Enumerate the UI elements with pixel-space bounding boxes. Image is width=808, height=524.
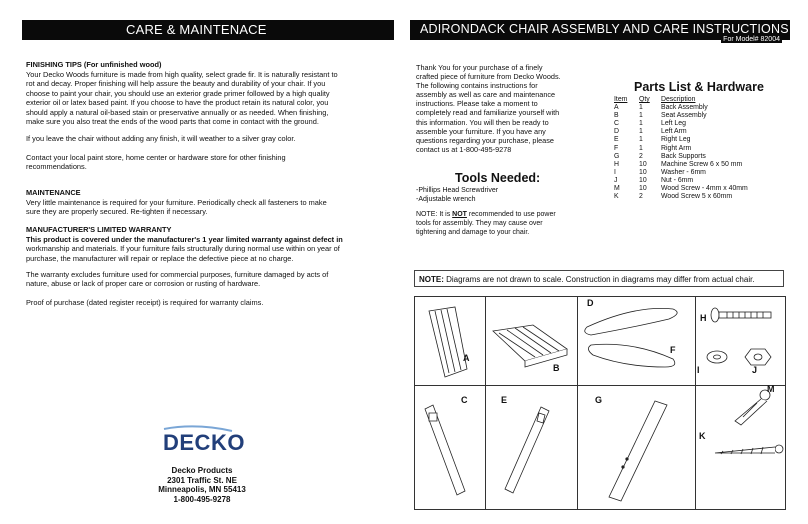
tool-item: -Adjustable wrench — [416, 196, 476, 203]
part-i-washer — [707, 351, 727, 363]
col-item: Item — [614, 96, 628, 103]
address-line: Minneapolis, MN 55413 — [158, 485, 246, 495]
cell: 1 — [639, 120, 643, 128]
cell: Back Supports — [661, 152, 706, 160]
part-f-right-arm — [588, 344, 674, 367]
text-line: contact us at 1-800-495-9278 — [416, 144, 512, 154]
label-k: K — [699, 431, 706, 441]
maintenance-paragraph — [26, 198, 327, 217]
cell: Wood Screw - 4mm x 40mm — [661, 185, 748, 193]
label-m: M — [767, 384, 775, 394]
part-h-machine-screw — [711, 308, 771, 322]
text-line: recommendations. — [26, 162, 87, 172]
tools-note — [416, 210, 556, 237]
text-line: workmanship and materials. If your furniture fails structurally during normal use within on year of — [26, 244, 340, 254]
cell: Seat Assembly — [661, 112, 707, 120]
maintenance-heading: MAINTENANCE — [26, 188, 81, 197]
text-line: Very little maintenance is required for your furniture. Periodically check all fasteners to make — [26, 198, 327, 207]
left-header-title: CARE & MAINTENACE — [126, 22, 267, 37]
cell: D — [614, 128, 619, 136]
cell: 10 — [639, 185, 647, 193]
text-line: make sure you also treat the ends of the wood parts that come in contact with the ground. — [26, 117, 319, 127]
table-row — [614, 112, 748, 120]
text-line: sure they are properly secured. Re-tighten if necessary. — [26, 207, 208, 217]
label-f: F — [670, 345, 676, 355]
cell: G — [614, 152, 620, 160]
tool-item: -Phillips Head Screwdriver — [416, 187, 499, 194]
part-m-wood-screw — [735, 390, 770, 425]
col-qty: Qty — [639, 96, 650, 103]
cell: M — [614, 185, 620, 193]
label-g: G — [595, 395, 603, 405]
excludes-paragraph — [26, 270, 328, 289]
address-line: 1-800-495-9278 — [173, 494, 231, 504]
cell: Nut - 6mm — [661, 176, 694, 184]
table-row — [614, 193, 748, 201]
cell: K — [614, 193, 619, 201]
table-row — [614, 169, 748, 177]
cell: F — [614, 144, 619, 152]
right-header-bar — [410, 20, 790, 43]
label-c: C — [461, 395, 468, 405]
cell: Left Leg — [661, 120, 686, 128]
cell: B — [614, 112, 619, 120]
cell: 10 — [639, 168, 647, 176]
text-line: exterior oil or latex based paint. If you choose to have the product retain its natural color, you — [26, 98, 329, 108]
table-row — [614, 185, 748, 193]
cell: E — [614, 136, 619, 144]
table-row — [614, 120, 748, 128]
cell: Machine Screw 6 x 50 mm — [661, 160, 743, 168]
part-g-back-support — [609, 401, 667, 501]
label-d: D — [587, 298, 594, 308]
proof-line: Proof of purchase (dated register receipt) is required for warranty claims. — [26, 298, 264, 307]
address-line: 2301 Traffic St. NE — [167, 475, 237, 485]
cell: J — [614, 176, 618, 184]
label-h: H — [700, 313, 707, 323]
part-d-left-arm — [585, 308, 677, 335]
cell: Washer - 6mm — [661, 168, 706, 176]
label-i: I — [697, 365, 700, 375]
text-line: tightening and damage to your chair. — [416, 229, 530, 236]
tools-list — [416, 186, 498, 204]
warranty-heading: MANUFACTURER'S LIMITED WARRANTY — [26, 225, 172, 234]
note-rest: recommended to use power — [466, 211, 556, 218]
text-line: This product is covered under the manufacturer's 1 year limited warranty against defect in — [26, 235, 343, 244]
cell: A — [614, 104, 619, 112]
note-prefix: NOTE: It is — [416, 211, 453, 218]
contact-paragraph — [26, 153, 286, 172]
decko-logo: DECKO — [163, 430, 245, 455]
cell: Wood Screw 5 x 60mm — [661, 193, 733, 201]
text-line: instructions. Please take a moment to — [416, 99, 538, 109]
text-line: purchase, the manufacturer will repair or replace the defective piece at no charge. — [26, 253, 294, 263]
right-header-title: ADIRONDACK CHAIR ASSEMBLY AND CARE INSTRUCTIONS — [420, 22, 789, 36]
text-line: this information. You will then be ready to — [416, 117, 549, 127]
left-header-bar — [22, 20, 394, 40]
part-e-right-leg — [505, 407, 549, 493]
part-k-wood-screw — [715, 445, 783, 454]
text-line: crafted piece of furniture from Decko Woods. — [416, 72, 561, 82]
cell: 2 — [639, 193, 643, 201]
warranty-paragraph — [26, 235, 343, 263]
cell: 1 — [639, 112, 643, 120]
finishing-heading: FINISHING TIPS (For unfinished wood) — [26, 60, 162, 69]
text-line: Thank You for your purchase of a finely — [416, 63, 543, 72]
table-row — [614, 161, 748, 169]
text-line: assembly as well as care and maintenance — [416, 90, 556, 100]
text-line: The following contains instructions for — [416, 81, 538, 91]
text-line: Contact your local paint store, home center or hardware store for other finishing — [26, 153, 286, 162]
tools-heading: Tools Needed: — [455, 171, 541, 185]
table-row — [614, 153, 748, 161]
parts-header-row — [614, 96, 748, 104]
part-j-nut — [745, 349, 771, 365]
part-a-back-assembly — [429, 307, 467, 377]
address-line: Decko Products — [171, 466, 233, 475]
text-line: The warranty excludes furniture used for commercial purposes, furniture damaged by acts of — [26, 270, 329, 279]
cell: 1 — [639, 128, 643, 136]
diagram-note-label: NOTE: — [419, 275, 444, 284]
cell: 1 — [639, 136, 643, 144]
table-row — [614, 136, 748, 144]
cell: Right Arm — [661, 144, 692, 152]
cell: 1 — [639, 144, 643, 152]
diagram-note — [414, 270, 784, 287]
cell: C — [614, 120, 619, 128]
cell: 10 — [639, 176, 647, 184]
parts-diagram-grid — [414, 296, 786, 510]
cell: Left Arm — [661, 128, 687, 136]
text-line: Your Decko Woods furniture is made from high quality, select grade fir. It is naturally resistant to — [26, 70, 338, 79]
text-line: tools for assembly. They may cause over — [416, 220, 543, 227]
diagram-note-text: Diagrams are not drawn to scale. Construction in diagrams may differ from actual chair. — [443, 275, 755, 284]
company-address — [150, 466, 254, 504]
table-row — [614, 104, 748, 112]
text-line: rot and decay. Proper finishing will help assure the beauty and durability of your chair. If you — [26, 79, 326, 89]
parts-table — [614, 96, 748, 201]
cell: 2 — [639, 152, 643, 160]
label-b: B — [553, 363, 560, 373]
intro-paragraph — [416, 63, 561, 154]
text-line: should apply a natural oil-based stain or preservative annually or as needed. When finishing, — [26, 107, 329, 117]
text-line: nature, abuse or lack of proper care or corrosion or rusting of hardware. — [26, 279, 261, 289]
label-a: A — [463, 353, 470, 363]
text-line: assemble your furniture. If you have any — [416, 126, 546, 136]
cell: Back Assembly — [661, 104, 708, 112]
table-row — [614, 145, 748, 153]
cell: I — [614, 168, 616, 176]
text-line: completely read and familiarize yourself with — [416, 108, 560, 118]
text-line: choose to paint your chair, you should use an exterior grade primer followed by a high quality — [26, 88, 330, 98]
text-line: questions regarding your purchase, please — [416, 135, 554, 145]
cell: 10 — [639, 160, 647, 168]
table-row — [614, 177, 748, 185]
note-emphasis: NOT — [452, 211, 467, 218]
model-number: For Model# 82004 — [723, 36, 780, 43]
part-c-left-leg — [425, 405, 465, 495]
parts-heading: Parts List & Hardware — [634, 80, 764, 94]
cell: H — [614, 160, 619, 168]
label-j: J — [752, 365, 758, 375]
col-description: Description — [661, 96, 696, 103]
cell: Right Leg — [661, 136, 691, 144]
cell: 1 — [639, 104, 643, 112]
label-e: E — [501, 395, 508, 405]
part-b-seat-assembly — [493, 325, 567, 367]
weather-line: If you leave the chair without adding any finish, it will weather to a silver gray color. — [26, 134, 296, 143]
finishing-paragraph — [26, 70, 338, 126]
table-row — [614, 128, 748, 136]
